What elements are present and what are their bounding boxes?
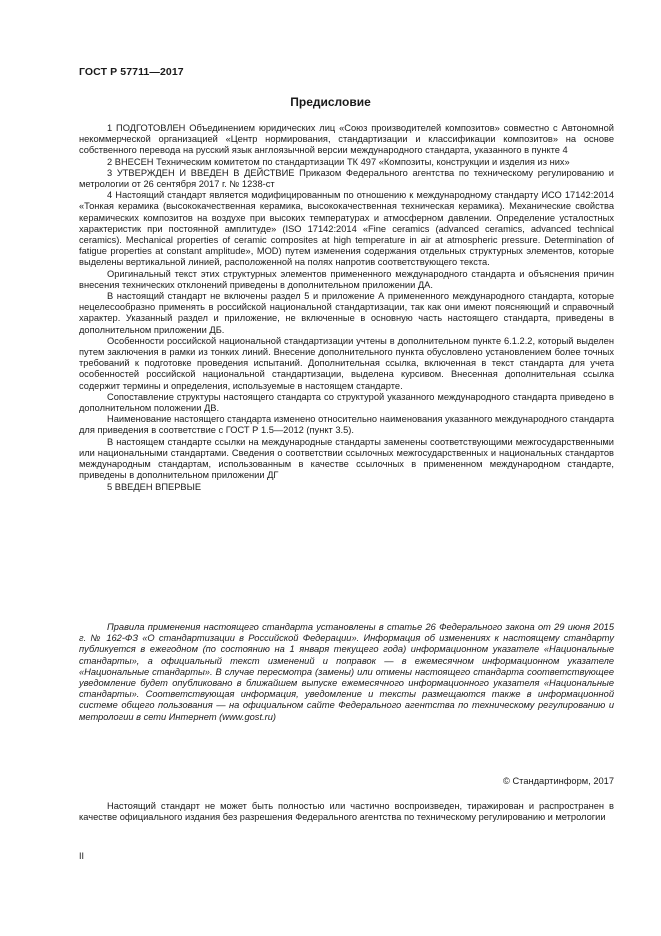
standard-id: ГОСТ Р 57711—2017	[79, 66, 184, 78]
paragraph-features: Особенности российской национальной стандартизации учтены в дополнительном пункте 6.1.2.2, который выделен путем заключения в рамки из тонких линий. Внесение дополнительного пункта обусловлено установлением более точных требований к подготовке проведения испытаний. Дополнительная ссылка, включенная в текст стандарта для учета особенностей российской национальной стандартизации, выделена курсивом. Внесенная дополнительная ссылка содержит термины и определения, используемые в настоящем стандарте.	[79, 335, 614, 391]
paragraph-modified: 4 Настоящий стандарт является модифицированным по отношению к международному стандарту ИСО 17142:2014 «Тонкая керамика (высококачественная керамика, высококачественная техническая керамика). Механические свойства керамических композитов на воздухе при высоких температурах и атмосферном давлении. Определение усталостных характеристик при постоянной амплитуде» (ISO 17142:2014 «Fine ceramics (advanced ceramics, advanced technical ceramics). Mechanical properties of ceramic composites at high temperature in air at atmospheric pressure. Determination of fatigue properties at constant amplitude», MOD) путем изменения содержания отдельных структурных элементов, которые выделены вертикальной линией, расположенной на полях напротив соответствующего текста.	[79, 190, 614, 268]
page-title: Предисловие	[290, 95, 371, 109]
page-number: II	[79, 851, 85, 861]
paragraph-name-change: Наименование настоящего стандарта изменено относительно наименования указанного международного стандарта для приведения в соответствие с ГОСТ Р 1.5—2012 (пункт 3.5).	[79, 414, 614, 436]
paragraph-approved: 3 УТВЕРЖДЕН И ВВЕДЕН В ДЕЙСТВИЕ Приказом Федерального агентства по техническому регулированию и метрологии от 26 сентября 2017 г. № 1238-ст	[79, 167, 614, 190]
paragraph-excluded: В настоящий стандарт не включены раздел 5 и приложение А примененного международного стандарта, которые нецелесообразно применять в российской национальной стандартизации, так как они имеют поясняющий и справочный характер. Указанный раздел и приложение, не включенные в основную часть настоящего стандарта, приведены в дополнительном приложении ДБ.	[79, 291, 614, 335]
paragraph-comparison: Сопоставление структуры настоящего стандарта со структурой указанного международного стандарта приведено в дополнительном положении ДВ.	[79, 391, 614, 414]
copyright: © Стандартинформ, 2017	[503, 776, 614, 786]
application-notice: Правила применения настоящего стандарта установлены в статье 26 Федерального закона от 29 июня 2015 г. № 162-ФЗ «О стандартизации в Российской Федерации». Информация об изменениях к настоящему стандарту публикуется в ежегодном (по состоянию на 1 января текущего года) информационном указателе «Национальные стандарты», а официальный текст изменений и поправок — в ежемесячном информационном указателе «Национальные стандарты». В случае пересмотра (замены) или отмены настоящего стандарта соответствующее уведомление будет опубликовано в ближайшем выпуске ежемесячного информационного указателя «Национальные стандарты». Соответствующая информация, уведомление и тексты размещаются также в информационной системе общего пользования — на официальном сайте Федерального агентства по техническому регулированию и метрологии в сети Интернет (www.gost.ru)	[79, 622, 614, 722]
reproduction-notice: Настоящий стандарт не может быть полностью или частично воспроизведен, тиражирован и распространен в качестве официального издания без разрешения Федерального агентства по техническому регулированию и метрологии	[79, 801, 614, 823]
paragraph-submitted: 2 ВНЕСЕН Техническим комитетом по стандартизации ТК 497 «Композиты, конструкции и изделия из них»	[107, 156, 570, 167]
paragraph-introduced: 5 ВВЕДЕН ВПЕРВЫЕ	[107, 481, 202, 492]
foreword-body	[79, 123, 614, 493]
paragraph-references: В настоящем стандарте ссылки на международные стандарты заменены соответствующими межгосударственными или национальными стандартами. Сведения о соответствии ссылочных межгосударственных и национальных стандартов международным стандартам, использованным в качестве ссылочных в примененном международном стандарте, приведены в дополнительном приложении ДГ	[79, 436, 614, 481]
paragraph-prepared: 1 ПОДГОТОВЛЕН Объединением юридических лиц «Союз производителей композитов» совместно с Автономной некоммерческой организацией «Центр нормирования, стандартизации и классификации композитов» на основе собственного перевода на русский язык англоязычной версии международного стандарта, указанного в пункте 4	[79, 123, 614, 156]
paragraph-original-text: Оригинальный текст этих структурных элементов примененного международного стандарта и объяснения причин внесения технических отклонений приведены в дополнительном приложении ДА.	[79, 268, 614, 290]
